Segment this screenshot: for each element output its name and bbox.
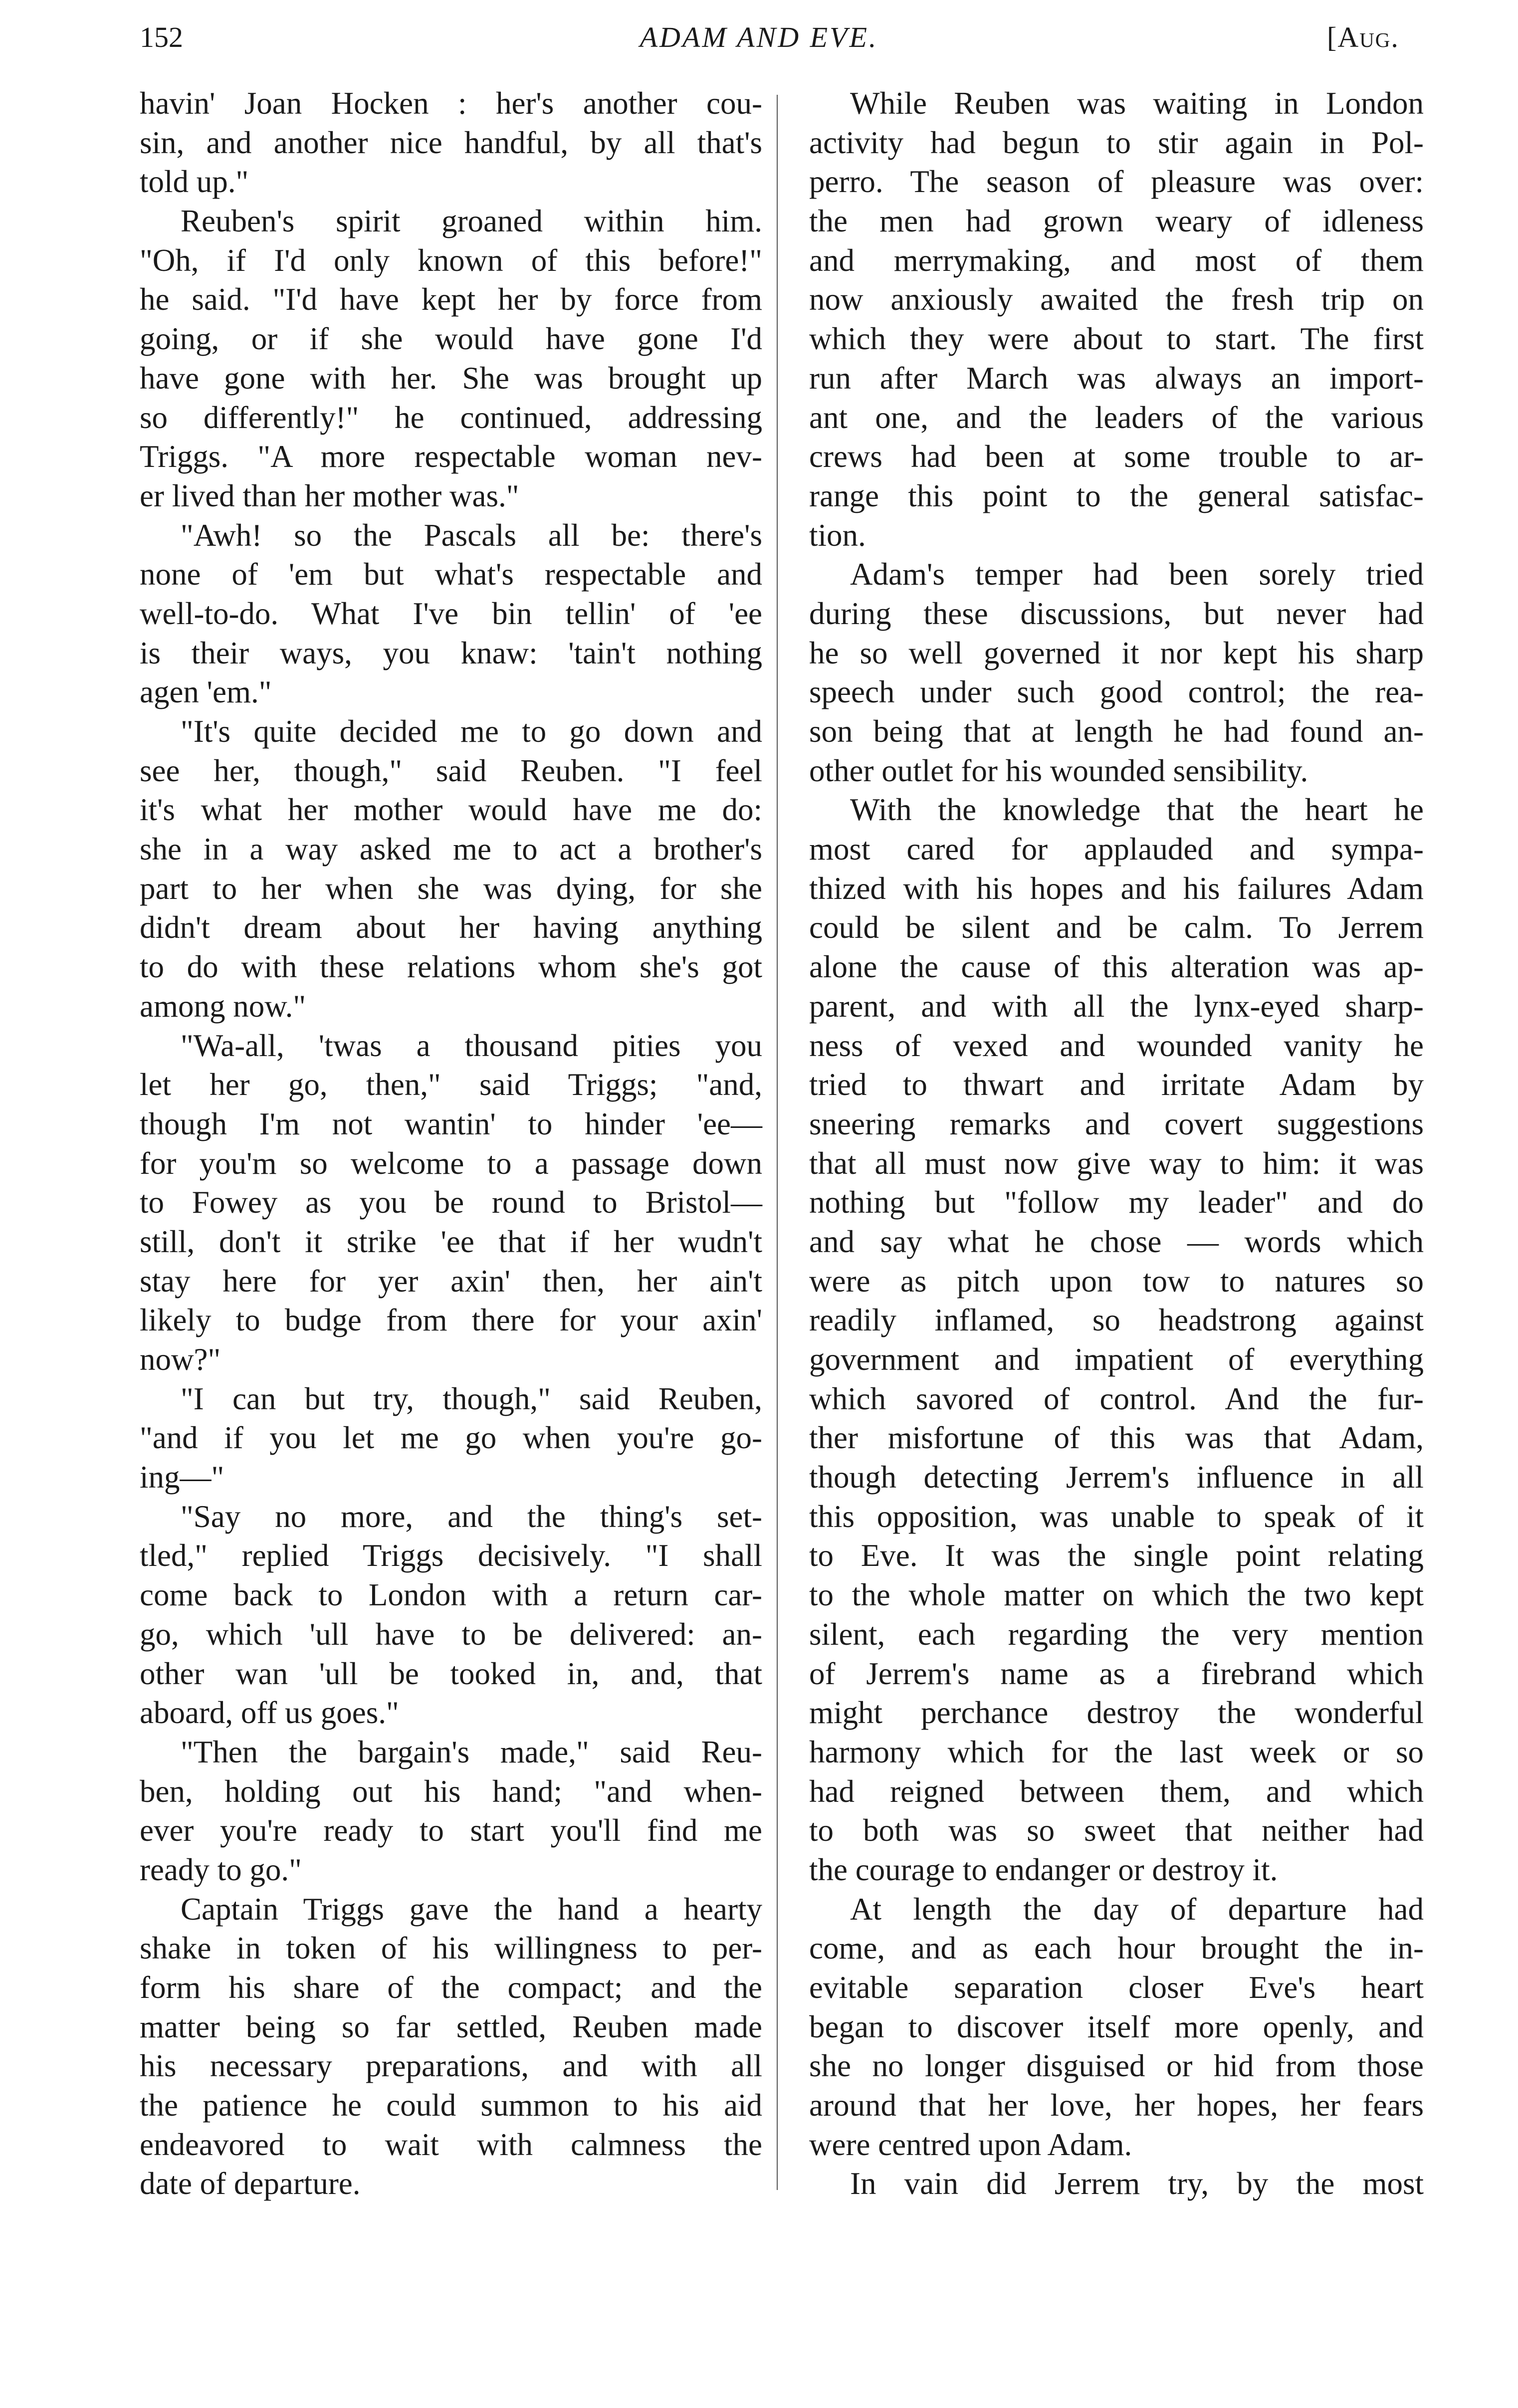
text-line: among now." (140, 988, 306, 1024)
text-line: range this point to the general satisfac- (809, 478, 1424, 513)
paragraph (809, 84, 1424, 555)
text-line: likely to budge from there for your axin' (140, 1303, 762, 1338)
text-line: ther misfortune of this was that Adam, (809, 1420, 1424, 1456)
text-line: er lived than her mother was." (140, 478, 519, 513)
text-line: other outlet for his wounded sensibility. (809, 753, 1308, 788)
text-line: shake in token of his willingness to per- (140, 1931, 762, 1966)
text-line: to both was so sweet that neither had (809, 1813, 1424, 1848)
text-line: "Awh! so the Pascals all be: there's (181, 517, 762, 553)
text-line: during these discussions, but never had (809, 596, 1424, 631)
text-line: and say what he chose — words which (809, 1224, 1424, 1259)
text-line: told up." (140, 164, 249, 200)
text-line: ness of vexed and wounded vanity he (809, 1028, 1424, 1063)
text-line: crews had been at some trouble to ar- (809, 439, 1424, 474)
text-line: he said. "I'd have kept her by force from (140, 282, 762, 317)
text-line: began to discover itself more openly, and (809, 2009, 1424, 2044)
text-line: havin' Joan Hocken : her's another cou- (140, 86, 762, 121)
text-line: he so well governed it nor kept his sharp (809, 635, 1424, 670)
text-line: part to her when she was dying, for she (140, 871, 762, 906)
text-line: had reigned between them, and which (809, 1773, 1424, 1809)
text-line: tried to thwart and irritate Adam by (809, 1067, 1424, 1102)
text-line: though I'm not wantin' to hinder 'ee— (140, 1106, 762, 1141)
text-line: tled," replied Triggs decisively. "I shall (140, 1538, 762, 1573)
paragraph (809, 2164, 1424, 2203)
text-line: this opposition, was unable to speak of it (809, 1499, 1424, 1534)
text-line: activity had begun to stir again in Pol- (809, 125, 1424, 160)
paragraph (140, 1379, 762, 1497)
text-line: date of departure. (140, 2166, 361, 2201)
text-line: it's what her mother would have me do: (140, 792, 762, 828)
text-line: come back to London with a return car- (140, 1577, 762, 1613)
running-month: [Aug. (1327, 21, 1399, 53)
text-line: the men had grown weary of idleness (809, 204, 1424, 239)
text-line: the courage to endanger or destroy it. (809, 1852, 1278, 1887)
text-line: Reuben's spirit groaned within him. (181, 204, 762, 239)
text-line: she in a way asked me to act a brother's (140, 832, 762, 867)
text-line: come, and as each hour brought the in- (809, 1931, 1424, 1966)
paragraph (140, 202, 762, 516)
text-line: now?" (140, 1342, 221, 1377)
text-line: the patience he could summon to his aid (140, 2088, 762, 2123)
text-line: nothing but "follow my leader" and do (809, 1185, 1424, 1220)
text-line: Triggs. "A more respectable woman nev- (140, 439, 762, 474)
text-line: around that her love, her hopes, her fears (809, 2088, 1424, 2123)
text-line: son being that at length he had found an- (809, 714, 1424, 749)
text-line: readily inflamed, so headstrong against (809, 1303, 1424, 1338)
text-line: In vain did Jerrem try, by the most (850, 2166, 1424, 2201)
text-line: for you'm so welcome to a passage down (140, 1145, 762, 1181)
paragraph (809, 555, 1424, 790)
text-line: going, or if she would have gone I'd (140, 321, 762, 357)
text-line: see her, though," said Reuben. "I feel (140, 753, 762, 788)
text-line: which they were about to start. The first (809, 321, 1424, 357)
text-line: well-to-do. What I've bin tellin' of 'ee (140, 596, 762, 631)
text-line: ant one, and the leaders of the various (809, 400, 1424, 435)
text-line: silent, each regarding the very mention (809, 1616, 1424, 1652)
text-line: were centred upon Adam. (809, 2127, 1132, 2162)
paragraph (140, 1026, 762, 1379)
text-line: agen 'em." (140, 674, 272, 710)
text-line: "Oh, if I'd only known of this before!" (140, 242, 762, 278)
text-line: his necessary preparations, and with all (140, 2048, 762, 2084)
text-line: harmony which for the last week or so (809, 1734, 1424, 1769)
text-line: sin, and another nice handful, by all that's (140, 125, 762, 160)
text-line: to the whole matter on which the two kept (809, 1577, 1424, 1613)
text-line: she no longer disguised or hid from those (809, 2048, 1424, 2084)
text-line: other wan 'ull be tooked in, and, that (140, 1656, 762, 1691)
text-line: aboard, off us goes." (140, 1695, 399, 1731)
text-line: go, which 'ull have to be delivered: an- (140, 1616, 762, 1652)
left-column (140, 84, 762, 2203)
text-line: ever you're ready to start you'll find me (140, 1813, 762, 1848)
text-line: could be silent and be calm. To Jerrem (809, 910, 1424, 945)
text-line: "Then the bargain's made," said Reu- (181, 1734, 762, 1769)
text-line: Adam's temper had been sorely tried (850, 557, 1424, 592)
text-line: Captain Triggs gave the hand a hearty (181, 1891, 762, 1927)
text-line: most cared for applauded and sympa- (809, 832, 1424, 867)
text-line: let her go, then," said Triggs; "and, (140, 1067, 762, 1102)
text-line: didn't dream about her having anything (140, 910, 762, 945)
paragraph (140, 516, 762, 712)
text-line: to Eve. It was the single point relating (809, 1538, 1424, 1573)
text-line: "Wa-all, 'twas a thousand pities you (181, 1028, 762, 1063)
text-line: of Jerrem's name as a firebrand which (809, 1656, 1424, 1691)
text-line: alone the cause of this alteration was ap- (809, 949, 1424, 985)
paragraph (140, 1497, 762, 1733)
text-line: now anxiously awaited the fresh trip on (809, 282, 1424, 317)
text-line: were as pitch upon tow to natures so (809, 1263, 1424, 1299)
text-line: perro. The season of pleasure was over: (809, 164, 1424, 200)
text-line: still, don't it strike 'ee that if her wudn't (140, 1224, 762, 1259)
text-line: ready to go." (140, 1852, 302, 1887)
paragraph (140, 84, 762, 202)
paragraph (140, 1890, 762, 2204)
text-line: With the knowledge that the heart he (850, 792, 1424, 828)
text-line: sneering remarks and covert suggestions (809, 1106, 1424, 1141)
text-line: thized with his hopes and his failures Adam (809, 871, 1424, 906)
text-line: tion. (809, 517, 866, 553)
text-line: speech under such good control; the rea- (809, 674, 1424, 710)
paragraph (140, 1733, 762, 1890)
paragraph (809, 790, 1424, 1889)
text-line: matter being so far settled, Reuben made (140, 2009, 762, 2044)
text-line: evitable separation closer Eve's heart (809, 1970, 1424, 2005)
text-line: form his share of the compact; and the (140, 1970, 762, 2005)
text-line: endeavored to wait with calmness the (140, 2127, 762, 2162)
text-line: so differently!" he continued, addressing (140, 400, 762, 435)
text-line: though detecting Jerrem's influence in all (809, 1460, 1424, 1495)
text-line: that all must now give way to him: it was (809, 1145, 1424, 1181)
text-line: At length the day of departure had (850, 1891, 1424, 1927)
text-line: have gone with her. She was brought up (140, 360, 762, 396)
text-line: "and if you let me go when you're go- (140, 1420, 762, 1456)
text-line: might perchance destroy the wonderful (809, 1695, 1424, 1731)
text-line: "Say no more, and the thing's set- (181, 1499, 762, 1534)
paragraph (140, 712, 762, 1026)
page-number: 152 (140, 21, 183, 53)
text-line: none of 'em but what's respectable and (140, 557, 762, 592)
text-line: ben, holding out his hand; "and when- (140, 1773, 762, 1809)
text-line: While Reuben was waiting in London (850, 86, 1424, 121)
text-line: to Fowey as you be round to Bristol— (140, 1185, 762, 1220)
text-line: which savored of control. And the fur- (809, 1381, 1424, 1416)
paragraph (809, 1890, 1424, 2165)
text-line: "It's quite decided me to go down and (181, 714, 762, 749)
text-line: is their ways, you knaw: 'tain't nothing (140, 635, 762, 670)
text-line: to do with these relations whom she's got (140, 949, 762, 985)
text-line: run after March was always an import- (809, 360, 1424, 396)
text-line: and merrymaking, and most of them (809, 242, 1424, 278)
text-line: government and impatient of everything (809, 1342, 1424, 1377)
column-divider (777, 95, 778, 2190)
text-line: "I can but try, though," said Reuben, (181, 1381, 762, 1416)
text-line: parent, and with all the lynx-eyed sharp- (809, 988, 1424, 1024)
right-column (809, 84, 1424, 2203)
text-line: stay here for yer axin' then, her ain't (140, 1263, 762, 1299)
text-line: ing—" (140, 1460, 224, 1495)
running-title: ADAM AND EVE. (640, 21, 878, 53)
